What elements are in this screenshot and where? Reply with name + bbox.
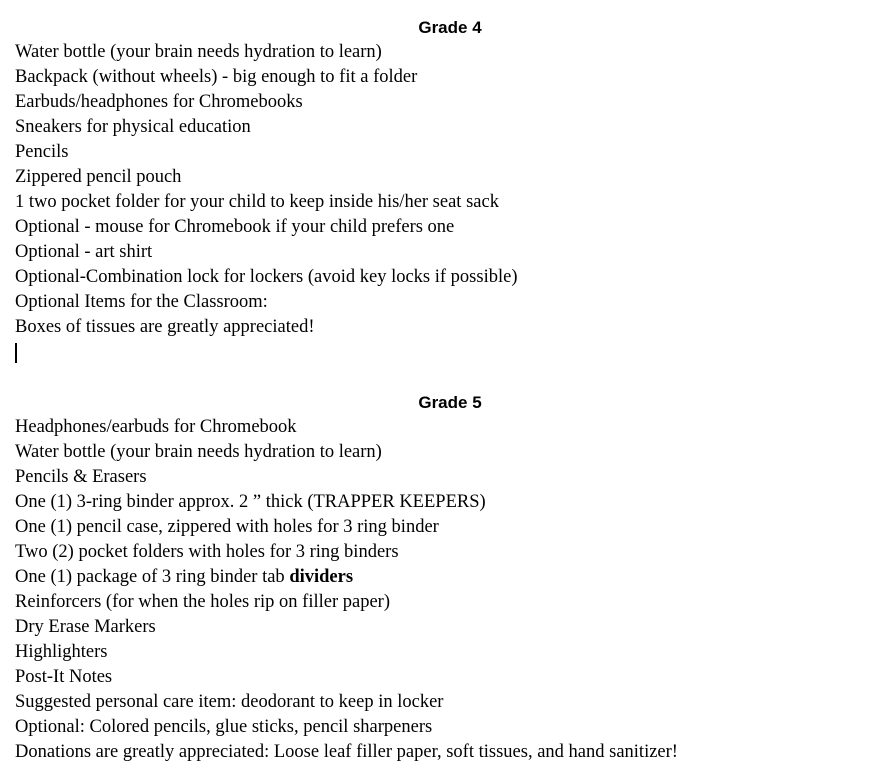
document-body[interactable] — [15, 0, 885, 765]
list-item: Donations are greatly appreciated: Loose leaf filler paper, soft tissues, and hand sanitizer! — [15, 742, 678, 762]
list-item: Suggested personal care item: deodorant to keep in locker — [15, 692, 444, 712]
list-item: Zippered pencil pouch — [15, 167, 182, 187]
list-item: Optional - mouse for Chromebook if your child prefers one — [15, 217, 455, 237]
list-item: Optional Items for the Classroom: — [15, 292, 268, 312]
list-item: Optional: Colored pencils, glue sticks, pencil sharpeners — [15, 717, 433, 737]
list-item: Pencils & Erasers — [15, 467, 147, 487]
grade-4-heading: Grade 4 — [418, 18, 482, 37]
list-item: Optional-Combination lock for lockers (avoid key locks if possible) — [15, 267, 518, 287]
list-item: Reinforcers (for when the holes rip on filler paper) — [15, 592, 390, 612]
list-item: Backpack (without wheels) - big enough to fit a folder — [15, 67, 418, 87]
list-item: One (1) 3-ring binder approx. 2 ” thick (TRAPPER KEEPERS) — [15, 492, 486, 512]
blank-line[interactable] — [15, 365, 885, 390]
list-item: Sneakers for physical education — [15, 117, 251, 137]
list-item: Two (2) pocket folders with holes for 3 ring binders — [15, 542, 399, 562]
list-item: Headphones/earbuds for Chromebook — [15, 417, 297, 437]
list-item: Dry Erase Markers — [15, 617, 156, 637]
list-item: 1 two pocket folder for your child to keep inside his/her seat sack — [15, 192, 499, 212]
list-item-dividers — [15, 565, 885, 590]
empty-line[interactable] — [15, 340, 885, 365]
grade-5-heading: Grade 5 — [418, 393, 482, 412]
list-item: Highlighters — [15, 642, 108, 662]
list-item: Boxes of tissues are greatly appreciated! — [15, 317, 315, 337]
dividers-bold-word: dividers — [289, 567, 354, 587]
list-item: Post-It Notes — [15, 667, 113, 687]
list-item: Water bottle (your brain needs hydration to learn) — [15, 442, 382, 462]
dividers-item-text: One (1) package of 3 ring binder tab — [15, 567, 290, 587]
list-item: Earbuds/headphones for Chromebooks — [15, 92, 303, 112]
list-item: Water bottle (your brain needs hydration to learn) — [15, 42, 382, 62]
text-cursor — [15, 343, 17, 363]
list-item: Optional - art shirt — [15, 242, 153, 262]
list-item: One (1) pencil case, zippered with holes for 3 ring binder — [15, 517, 439, 537]
list-item: Pencils — [15, 142, 69, 162]
